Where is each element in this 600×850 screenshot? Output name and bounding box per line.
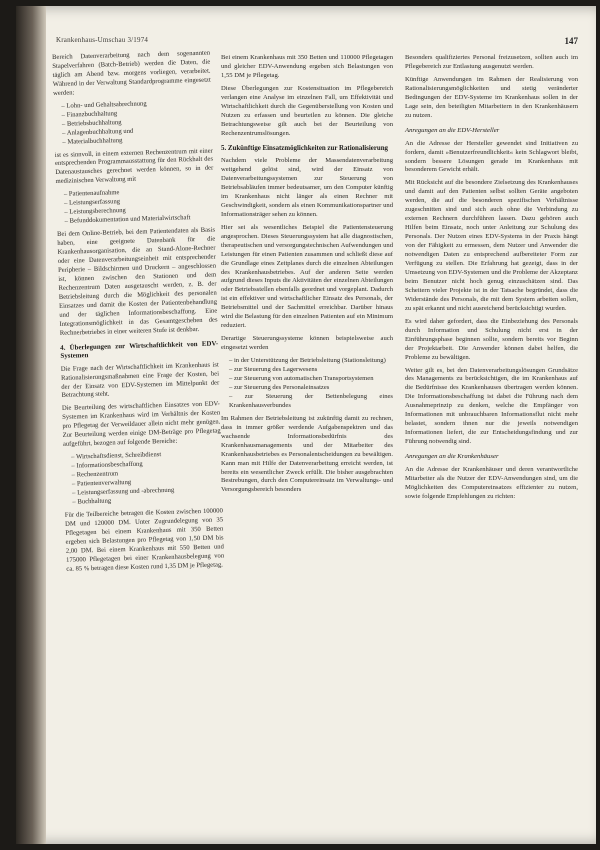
list-item: – Leistungsberechnung <box>64 205 214 218</box>
paragraph: Im Rahmen der Betriebsleitung ist zukünftig damit zu rechnen, dass in immer größer werdende Aufgabenspektren und das wachsende Informationsbedürfnis des Krankenhausmanagements und der Mitarbeiter des Krankenhausbetriebes es Personalentscheidungen zu bewältigen. Kann man mit Hilfe der Datenverarbeitung erreicht werden, ist bereits ein wesentlicher Zweck erfüllt. Die bisher ausgebrachten Bestrebungen, durch den Computereinsatz im Verwaltungs- und Versorgungsbereich besonders <box>221 414 393 494</box>
bullet-list <box>63 450 222 508</box>
list-item: – Leistungserfassung <box>64 196 214 209</box>
paragraph: Bereich Datenverarbeitung nach dem sogenannten Stapelverfahren (Batch-Betrieb) werden die Daten, die täglich am Abend bzw. morgens vorliegen, verarbeitet. Während in der Verwaltung Standardprogramme eingesetzt werden: <box>52 49 211 97</box>
paragraph: Bei dem Online-Betrieb, bei dem Patientendaten als Basis haben, eine geeignete Datenbank für die Krankenhausorganisation, die an Stand-Alone-Rechner oder eine Datenverarbeitungseinheit mit entsprechender Peripherie – Bildschirmen und Druckern – angeschlossen ist, können zwischen den Stationen und dem Rechenzentrum Daten ausgetauscht werden, z. B. der Betriebsleitung durch die Möglichkeit des personalen Einsatzes und damit die Kosten der Patientenbehandlung und der täglichen Informationsbeschaffung. Eine Integrationsmöglichkeit in das Gesamtgeschehen des Rechnerbetriebes in einer weiteren Stufe ist denkbar. <box>56 226 218 337</box>
list-item: – Betriebsbuchhaltung <box>62 116 212 129</box>
paragraph: Mit Rücksicht auf die besondere Zielsetzung des Krankenhauses und damit auf den Patienten selbst sollten Geräte angeboten werden, die auf die besonderen spezifischen Verhältnisse zugeschnitten sind und sich auch ohne die Verbindung zu externen Rechnern durchführen lassen. Dazu gehören auch Hilfen beim Einsatz, noch unter Anleitung zur Schulung des Personals. Der Nutzen eines EDV-Systems in der Praxis hängt von der Fähigkeit zu ermessen, dem Nutzer und Anwender die notwendigen Daten zu entsprechend aufbereiteter Form zur Verfügung zu stellen. Die Erfahrung hat gezeigt, dass in der Umsetzung von EDV-Systemen und die Probleme der Akzeptanz beim Benutzer nicht hoch genug einzuschätzen sind. Das Scheitern vieler Projekte ist in der Tatsache begründet, dass die Widerstände des Personals, die mit dem System arbeiten sollen, zu spät erkannt und nicht ausreichend berücksichtigt wurden. <box>405 179 578 312</box>
book-page <box>16 6 596 844</box>
book-binding <box>16 6 46 844</box>
section-heading: 5. Zukünftige Einsatzmöglichkeiten zur Rationalisierung <box>221 144 388 152</box>
list-item: – Informationsbeschaffung <box>71 459 221 472</box>
text-column-3 <box>405 54 578 506</box>
paragraph: ist es sinnvoll, in einem externen Rechenzentrum mit einer entsprechenden Programmausstattung für den Rückhalt des Datenaustausches gerechnet werden können, so in der medizinischen Verwaltung mit <box>54 147 214 186</box>
text-column-1 <box>52 50 225 579</box>
paragraph: Derartige Steuerungssysteme können beispielsweise auch eingesetzt werden <box>221 335 393 352</box>
page-number: 147 <box>564 36 578 46</box>
bullet-list <box>53 98 212 147</box>
list-item: – zur Steuerung des Personaleinsatzes <box>229 384 393 393</box>
paragraph: Es wird daher gefordert, dass die Einbeziehung des Personals durch Information und Schulung nicht erst in der Einführungsphase beginnen sollte, sondern bereits vor Beginn der Projektarbeit. Die Anwender können dabei helfen, die Probleme zu bewältigen. <box>405 317 578 361</box>
list-item: – Befunddokumentation und Materialwirtschaft <box>65 214 215 227</box>
paragraph: Die Beurteilung des wirtschaftlichen Einsatzes von EDV-Systemen im Krankenhaus wird im Verhältnis der Kosten pro Pflegetag der Verweildauer allein nicht mehr genügen. Zur Beurteilung werden einige DM-Beträge pro Pflegetag aufgeführt, bezogen auf folgende Bereiche: <box>61 400 221 449</box>
subsection-heading: Anregungen an die EDV-Hersteller <box>405 126 500 134</box>
paragraph: Diese Überlegungen zur Kostensituation im Pflegebereich verlangen eine Analyse im einzelnen Fall, um Effektivität und Wirtschaftlichkeit durch die Gegenüberstellung von Kosten und Nutzen zu erfassen und beurteilen zu können. Die gleiche Betrachtungsweise gilt auch bei der Beurteilung von Rechenzentrumslösungen. <box>221 84 393 137</box>
paragraph: Künftige Anwendungen im Rahmen der Realisierung von Rationalisierungsmöglichkeiten und stetig veränderter Bedingungen der EDV-Systeme im Krankenhaus sollen in der Lage sein, den beteiligten Mitarbeitern in den Krankenhäusern zu nutzen. <box>405 75 578 119</box>
paragraph: An die Adresse der Krankenhäuser und deren verantwortliche Mitarbeiter als die Nutzer der EDV-Anwendungen sind, um die Möglichkeiten des Computereinsatzes effizienter zu nutzen, sowie folgende Empfehlungen zu richten: <box>405 466 578 500</box>
list-item: – Rechenzentrum <box>72 468 222 481</box>
list-item: – Leistungserfassung und -abrechnung <box>72 485 222 498</box>
paragraph: An die Adresse der Hersteller gewendet sind Initiativen zu fordern, damit »Benutzerfreundlichkeit« kein Schlagwort bleibt, sondern bessere Lösungen gerade im Krankenhaus mit besonderem Gewicht erhält. <box>405 139 578 174</box>
paragraph: Für die Teilbereiche betragen die Kosten zwischen 100000 DM und 120000 DM. Unter Zugrundelegung von 35 Pflegetagen bei einem Krankenhaus mit 350 Betten ergeben sich Belastungen pro Pflegetag von 1,50 DM bis 2,00 DM. Bei einem Krankenhaus mit 550 Betten und 175000 Pflegetagen bei einer Krankenhausbelegung von ca. 85 % betragen diese Kosten rund 1,35 DM je Pflegetag. <box>64 507 225 573</box>
paragraph: Weiter gilt es, bei den Datenverarbeitungslösungen Grundsätze des Managements zu berücksichtigen, die im Krankenhaus auf die Bedürfnisse des Krankenhauses übertragen werden können. Die Informationsbeschaffung ist dabei die Führung nach dem Ausnahmeprinzip zu denken, welche die Empfänger von Informationen mit unbrauchbaren Informationsflut nicht mehr belastet, sondern ihnen nur die jeweils notwendigen Informationen liefert, die zur Entscheidungsfindung und zur Führung notwendig sind. <box>405 366 578 446</box>
paragraph: Nachdem viele Probleme der Massendatenverarbeitung weitgehend gelöst sind, wird der Einsatz von Datenverarbeitungssystemen zur Steuerung von Betriebsabläufen immer bedeutsamer, um den Computer künftig im Krankenhaus nicht länger als einen Rechner mit Geschwindigkeit, sondern als einen Kommunikationspartner und Informationsträger sehen zu können. <box>221 157 393 218</box>
list-item: – Buchhaltung <box>72 494 222 507</box>
list-item: – Wirtschaftsdienst, Schreibdienst <box>71 450 221 463</box>
running-header: Krankenhaus-Umschau 3/1974 <box>56 36 149 44</box>
list-item: – Anlagenbuchhaltung und <box>62 125 212 138</box>
subsection-heading: Anregungen an die Krankenhäuser <box>405 453 499 461</box>
list-item: – zur Steuerung des Lagerwesens <box>229 366 393 375</box>
list-item: – Patientenaufnahme <box>64 187 214 200</box>
text-column-2 <box>221 54 393 499</box>
paragraph: Die Frage nach der Wirtschaftlichkeit im Krankenhaus ist Rationalisierungsmaßnahmen eine Frage der Kosten, bei der der Einsatz von EDV-Systemen im Mittelpunkt der Betrachtung steht. <box>60 361 220 400</box>
section-heading: 4. Überlegungen zur Wirtschaftlichkeit von EDV-Systemen <box>60 340 219 360</box>
paragraph: Hier sei als wesentliches Beispiel die Patientensteuerung angesprochen. Dieses Steuerungssystem hat alle diagnostischen, therapeutischen und versorgungstechnischen Aufwendungen und Leistungen für einen Patienten zusammen und schließt diese auf die Grundlage eines Zeitplanes durch die einzelnen Abteilungen des Krankenhausbetriebes. Auf der anderen Seite werden aufgrund dieses Inputs die Aktivitäten der einzelnen Abteilungen oder Betriebsstellen ebenfalls geordnet und vorgeplant. Dadurch ist ein effektiver und wirtschaftlicher Einsatz des Personals, der Betriebsmittel und der Sachmittel erreichbar. Darüber hinaus wird die Belastung für den einzelnen Patienten auf ein Minimum reduziert. <box>221 223 393 330</box>
list-item: – in der Unterstützung der Betriebsleitung (Stationsleitung) <box>229 357 393 366</box>
paragraph: Besonders qualifiziertes Personal freizusetzen, sollten auch im Pflegebereich zur Entlastung ausgenutzt werden. <box>405 54 578 70</box>
list-item: – Materialbuchhaltung <box>62 134 212 147</box>
paragraph: Bei einem Krankenhaus mit 350 Betten und 110000 Pflegetagen und gleicher EDV-Anwendung ergeben sich Belastungen von 1,55 DM je Pflegetag. <box>221 54 393 79</box>
list-item: – Lohn- und Gehaltsabrechnung <box>61 98 211 111</box>
list-item: – Patientenverwaltung <box>72 476 222 489</box>
list-item: – zur Steuerung von automatischen Transportsystemen <box>229 375 393 384</box>
list-item: – zur Steuerung der Bettenbelegung eines Krankenhausverbundes <box>229 393 393 411</box>
bullet-list <box>56 187 215 227</box>
list-item: – Finanzbuchhaltung <box>62 107 212 120</box>
bullet-list <box>221 357 393 411</box>
